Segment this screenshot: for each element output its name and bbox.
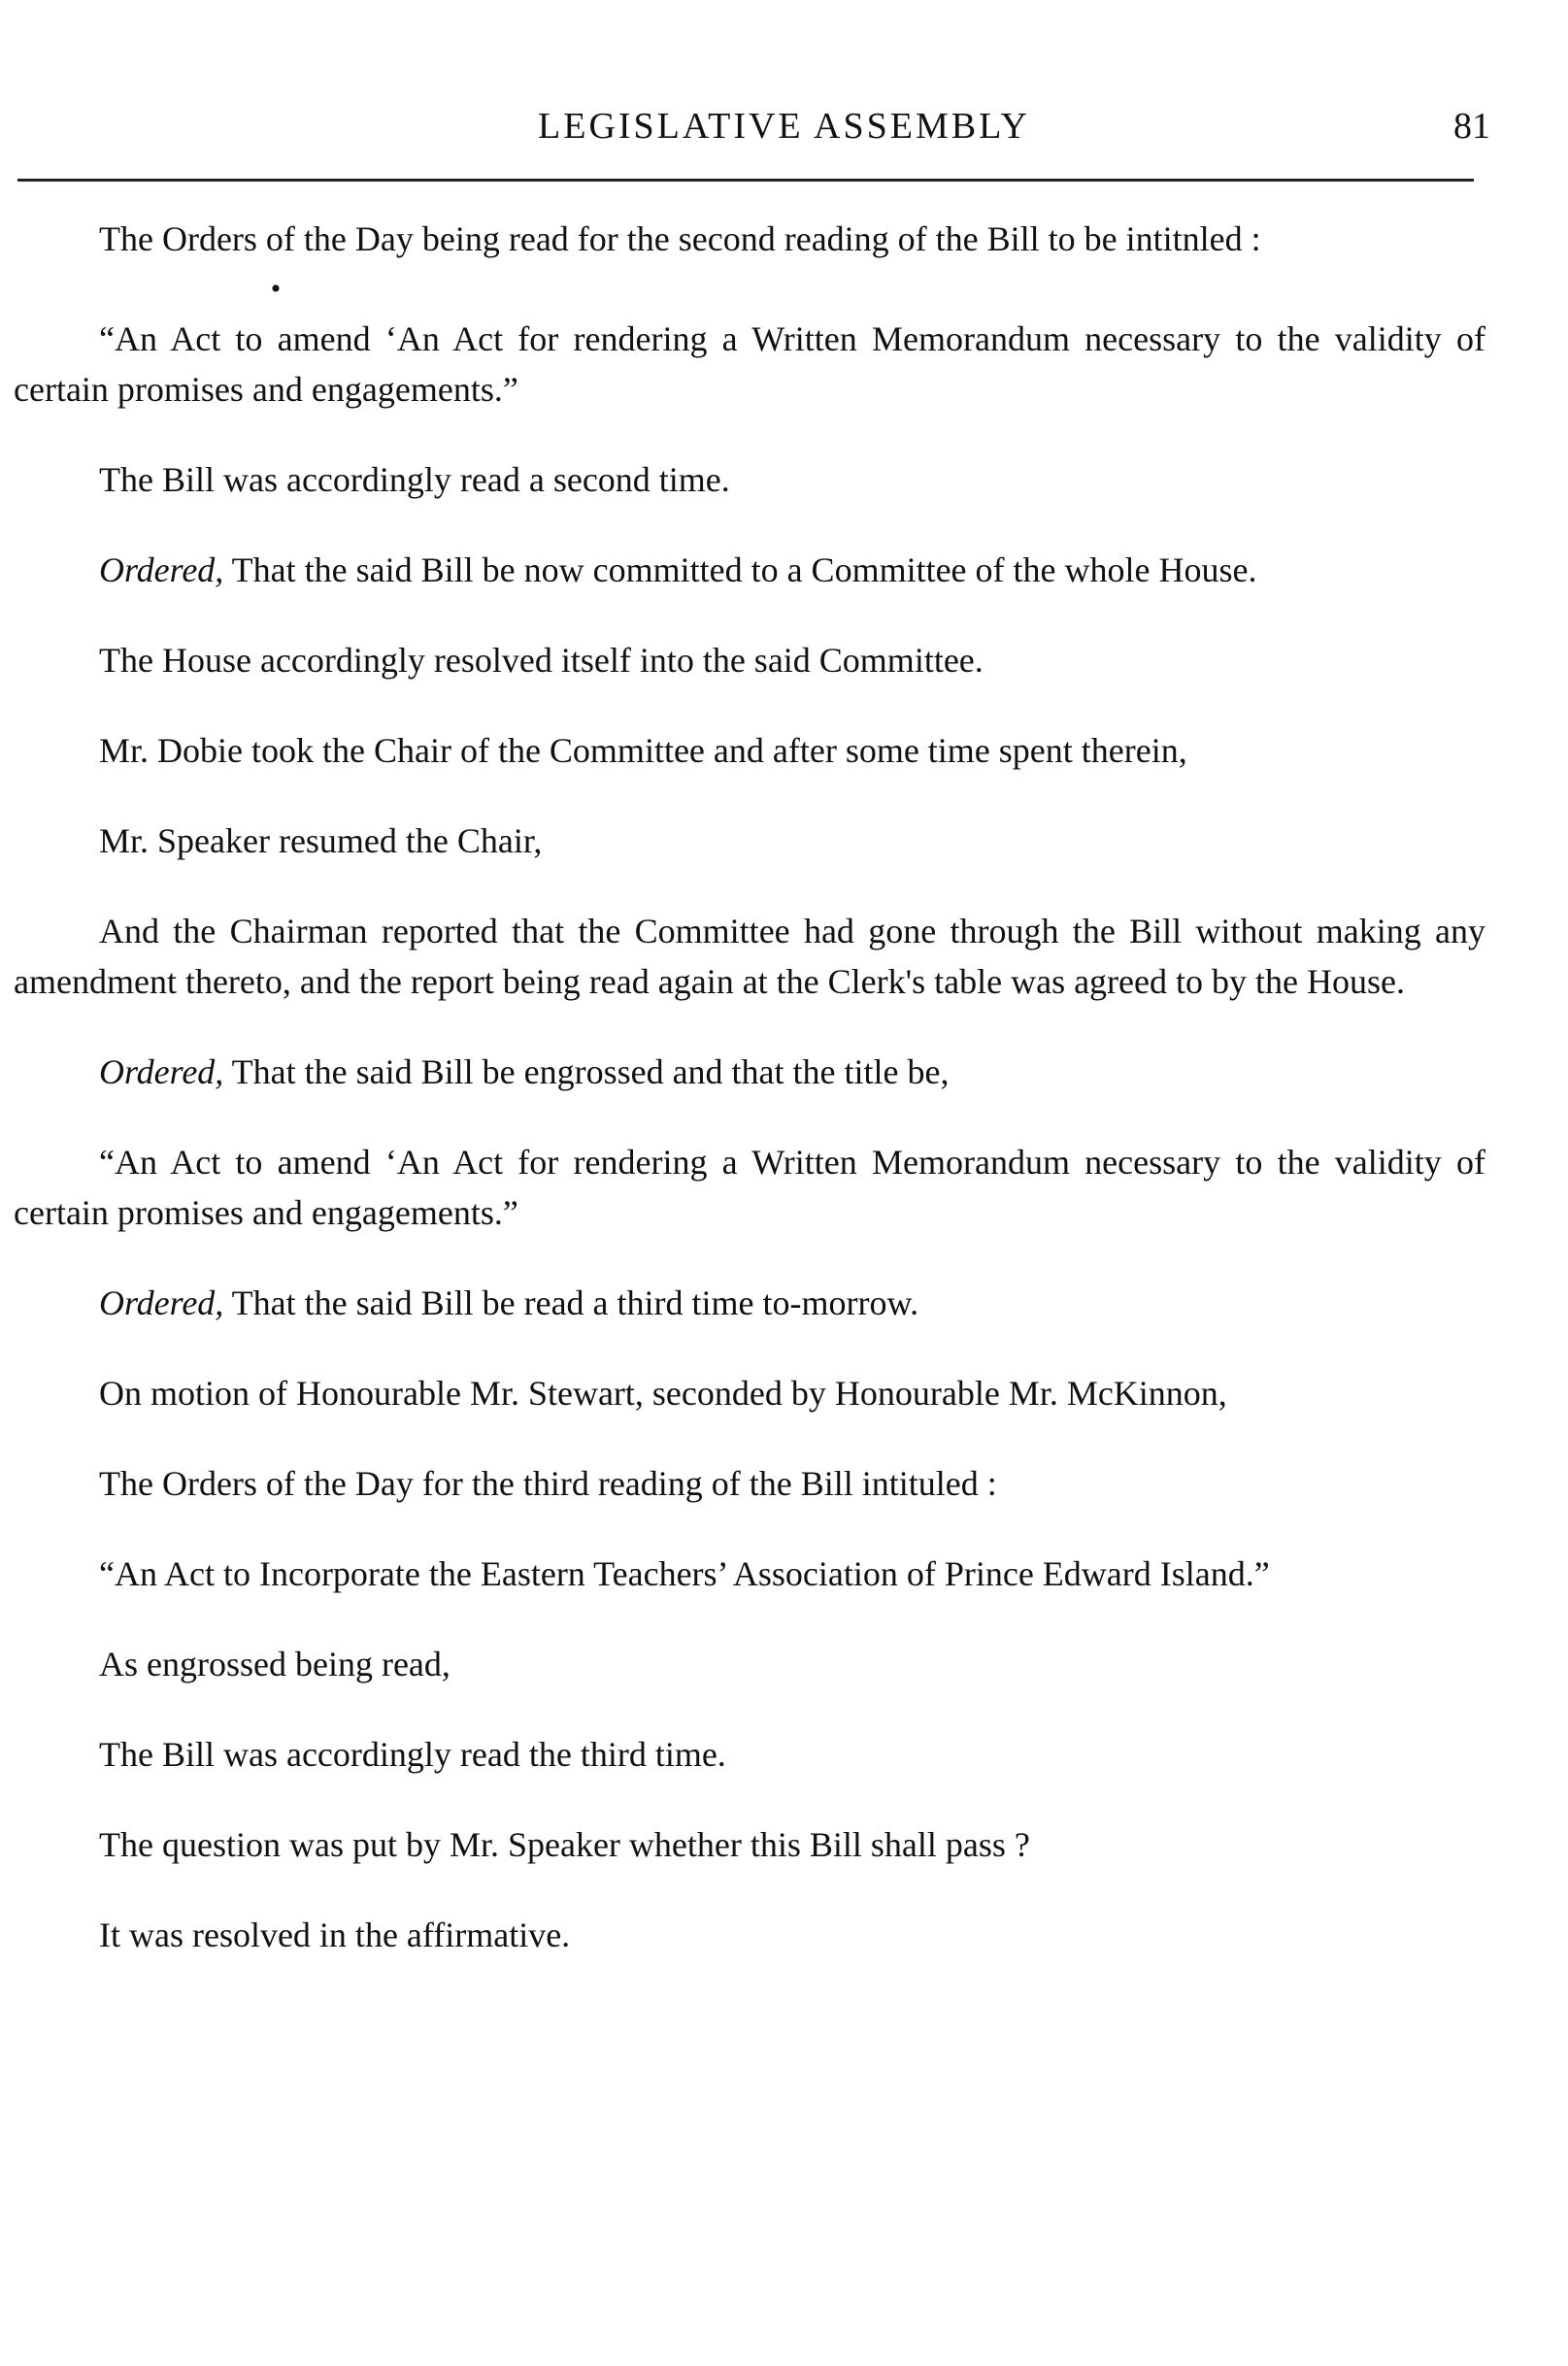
- paragraph: [14, 454, 1485, 505]
- running-title: LEGISLATIVE ASSEMBLY: [538, 106, 1030, 147]
- paragraph: [14, 725, 1485, 776]
- paragraph: [14, 1047, 1485, 1097]
- paragraph-text: The Orders of the Day being read for the second reading of the Bill to be intitnled :: [99, 219, 1261, 258]
- paragraph: [14, 1819, 1485, 1870]
- paragraph-text: “An Act to amend ‘An Act for rendering a Written Memorandum necessary to the validity of certain promises and engagements.”: [14, 1143, 1485, 1232]
- ordered-lead: Ordered,: [99, 550, 224, 589]
- paragraph: [14, 545, 1485, 595]
- stray-dot: •: [270, 273, 282, 305]
- page-number: 81: [1453, 106, 1490, 147]
- paragraph: [14, 1639, 1485, 1689]
- paragraph-text: The Bill was accordingly read the third time.: [99, 1735, 726, 1774]
- paragraph: [14, 1278, 1485, 1328]
- ordered-lead: Ordered,: [99, 1283, 224, 1322]
- paragraph-text: That the said Bill be read a third time to-morrow.: [231, 1283, 919, 1322]
- paragraph-text: That the said Bill be now committed to a Committee of the whole House.: [231, 550, 1257, 589]
- header-rule: [17, 179, 1474, 182]
- paragraph-text: The question was put by Mr. Speaker whether this Bill shall pass ?: [99, 1825, 1030, 1864]
- paragraph: [14, 635, 1485, 685]
- paragraph: [14, 1137, 1485, 1238]
- paragraph-text: The Bill was accordingly read a second time.: [99, 460, 730, 499]
- paragraph: [14, 1368, 1485, 1418]
- paragraph: [14, 906, 1485, 1007]
- body-text: [14, 214, 1485, 2000]
- page-header: [0, 97, 1568, 155]
- paragraph-text: And the Chairman reported that the Committee had gone through the Bill without making any amendment thereto, and the report being read again at the Clerk's table was agreed to by the House.: [14, 912, 1485, 1001]
- paragraph: [14, 314, 1485, 415]
- paragraph: [14, 1910, 1485, 1960]
- paragraph-text: Mr. Speaker resumed the Chair,: [99, 821, 543, 860]
- paragraph-text: “An Act to amend ‘An Act for rendering a Written Memorandum necessary to the validity of certain promises and engagements.”: [14, 319, 1485, 409]
- paragraph-text: That the said Bill be engrossed and that the title be,: [231, 1052, 950, 1091]
- paragraph-text: On motion of Honourable Mr. Stewart, seconded by Honourable Mr. McKinnon,: [99, 1374, 1227, 1413]
- paragraph-text: The House accordingly resolved itself into the said Committee.: [99, 641, 984, 680]
- paragraph-text: It was resolved in the affirmative.: [99, 1916, 571, 1954]
- paragraph: [14, 816, 1485, 866]
- ordered-lead: Ordered,: [99, 1052, 224, 1091]
- paragraph: [14, 1729, 1485, 1780]
- paragraph-text: As engrossed being read,: [99, 1645, 450, 1683]
- paragraph-text: Mr. Dobie took the Chair of the Committee and after some time spent therein,: [99, 731, 1187, 770]
- paragraph-text: “An Act to Incorporate the Eastern Teachers’ Association of Prince Edward Island.”: [99, 1554, 1270, 1593]
- paragraph: [14, 214, 1485, 264]
- paragraph-text: The Orders of the Day for the third reading of the Bill intituled :: [99, 1464, 997, 1503]
- paragraph: [14, 1549, 1485, 1599]
- paragraph: [14, 1458, 1485, 1509]
